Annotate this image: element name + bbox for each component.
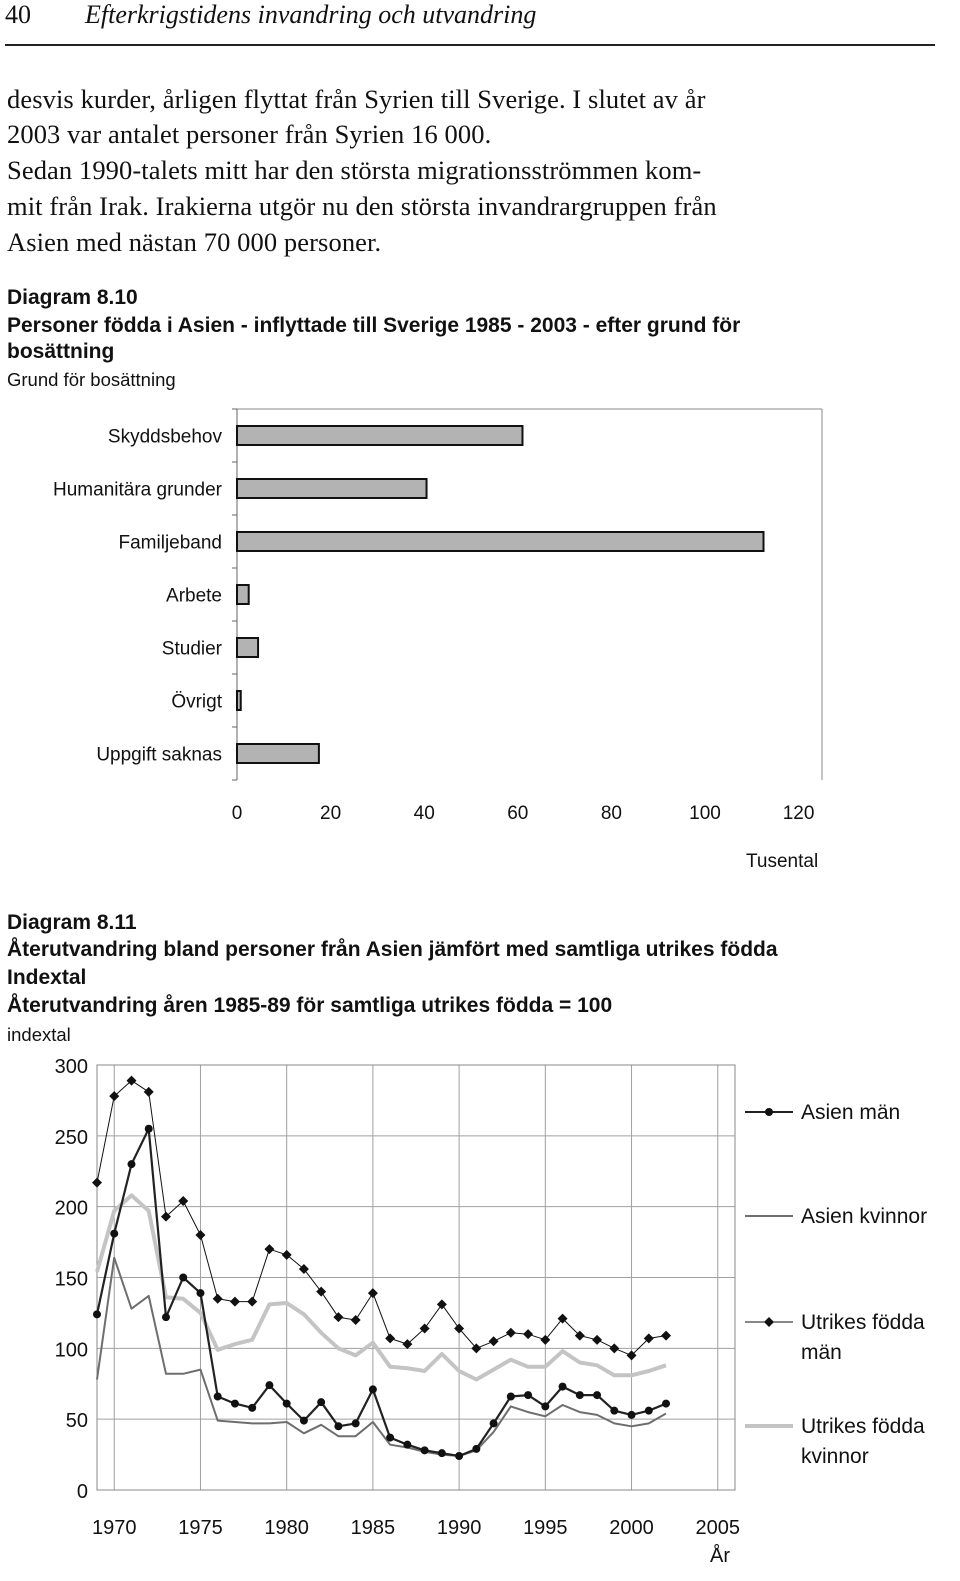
point-asien-man (559, 1383, 567, 1391)
line-x-tick-label: 2000 (609, 1517, 654, 1539)
bar-x-tick-label: 80 (600, 803, 622, 824)
point-asien-man (524, 1391, 532, 1399)
legend-label-utrikes-kvinnor-line2: kvinnor (801, 1445, 869, 1468)
point-asien-man (127, 1160, 135, 1168)
point-utrikes-fodda-man (333, 1312, 343, 1322)
point-utrikes-fodda-man (437, 1299, 447, 1309)
bar-5 (237, 691, 241, 710)
point-asien-man (179, 1274, 187, 1282)
line-x-tick-label: 1990 (436, 1517, 482, 1539)
bar-x-tick-label: 120 (782, 803, 815, 824)
bar-x-tick-label: 20 (320, 803, 342, 824)
bar-x-tick-label: 0 (231, 803, 243, 824)
point-asien-man (334, 1422, 342, 1430)
point-utrikes-fodda-man (523, 1329, 533, 1339)
point-asien-man (145, 1125, 153, 1133)
point-asien-man (110, 1230, 118, 1238)
point-utrikes-fodda-man (195, 1230, 205, 1240)
line-y-tick-label: 300 (54, 1056, 88, 1078)
point-utrikes-fodda-man (661, 1331, 671, 1341)
point-asien-man (265, 1381, 273, 1389)
point-asien-man (662, 1400, 670, 1408)
point-utrikes-fodda-man (144, 1087, 154, 1097)
point-utrikes-fodda-man (506, 1328, 516, 1338)
point-utrikes-fodda-man (230, 1297, 240, 1307)
point-asien-man (490, 1419, 498, 1427)
running-header-title: Efterkrigstidens invandring och utvandring (85, 0, 537, 29)
bar-2 (237, 532, 764, 551)
bar-category-label: Övrigt (171, 691, 222, 713)
bar-0 (237, 426, 522, 445)
point-asien-man (317, 1398, 325, 1406)
legend-label-utrikes-man-line1: Utrikes födda (801, 1311, 925, 1334)
point-utrikes-fodda-man (609, 1343, 619, 1353)
bar-category-label: Humanitära grunder (53, 479, 222, 501)
point-asien-man (472, 1445, 480, 1453)
point-utrikes-fodda-man (282, 1250, 292, 1260)
point-utrikes-fodda-man (264, 1244, 274, 1254)
line-y-tick-label: 200 (54, 1197, 88, 1220)
diagram-8-11-label: Diagram 8.11 (7, 911, 137, 934)
line-y-tick-label: 150 (54, 1268, 88, 1291)
diagram-8-10-title-line1: Personer födda i Asien - inflyttade till Sverige 1985 - 2003 - efter grund för (7, 314, 741, 337)
line-x-tick-label: 2005 (695, 1517, 741, 1539)
diagram-8-11-title-line1: Återutvandring bland personer från Asien jämfört med samtliga utrikes födda (7, 938, 778, 961)
bar-4 (237, 638, 258, 657)
diagram-8-11-xlabel: År (710, 1545, 730, 1567)
diagram-8-10-unit: Tusental (746, 851, 819, 872)
line-y-tick-label: 50 (65, 1410, 88, 1433)
line-y-tick-label: 250 (54, 1126, 88, 1149)
point-utrikes-fodda-man (351, 1315, 361, 1325)
point-asien-man (248, 1404, 256, 1412)
line-x-tick-label: 1995 (523, 1517, 568, 1539)
body-line-4: mit från Irak. Irakierna utgör nu den största invandrargruppen från (7, 191, 717, 221)
point-asien-man (231, 1400, 239, 1408)
point-asien-man (610, 1407, 618, 1415)
bar-category-label: Familjeband (118, 532, 222, 554)
line-y-tick-label: 0 (76, 1481, 88, 1503)
point-asien-man (421, 1446, 429, 1454)
legend-marker-utrikes-man (764, 1317, 774, 1327)
page-number: 40 (5, 0, 31, 29)
line-x-tick-label: 1980 (264, 1517, 309, 1539)
legend-label-asien-kvinnor: Asien kvinnor (801, 1205, 928, 1228)
point-utrikes-fodda-man (92, 1178, 102, 1188)
legend-label-asien-man: Asien män (801, 1101, 901, 1124)
diagram-8-10-title-line2: bosättning (7, 340, 115, 363)
point-asien-man (576, 1391, 584, 1399)
bar-x-tick-label: 40 (413, 803, 435, 824)
point-asien-man (593, 1391, 601, 1399)
point-utrikes-fodda-man (213, 1294, 223, 1304)
point-asien-man (300, 1417, 308, 1425)
body-line-3: Sedan 1990-talets mitt har den största migrationsströmmen kom- (7, 155, 702, 185)
point-utrikes-fodda-man (592, 1335, 602, 1345)
diagram-8-10-axis-caption: Grund för bosättning (7, 369, 176, 390)
diagram-8-11-axis-caption: indextal (7, 1024, 71, 1045)
line-x-tick-label: 1975 (178, 1517, 223, 1539)
point-utrikes-fodda-man (540, 1335, 550, 1345)
point-utrikes-fodda-man (316, 1287, 326, 1297)
line-x-tick-label: 1985 (350, 1517, 396, 1539)
point-asien-man (214, 1393, 222, 1401)
series-line-utrikes-fodda-kvinnor (97, 1195, 666, 1379)
point-utrikes-fodda-man (385, 1333, 395, 1343)
series-line-asien-man (97, 1129, 666, 1456)
legend-label-utrikes-kvinnor-line1: Utrikes födda (801, 1415, 925, 1438)
line-x-tick-label: 1970 (91, 1517, 137, 1539)
point-asien-man (162, 1313, 170, 1321)
bar-1 (237, 479, 427, 498)
point-asien-man (645, 1407, 653, 1415)
point-asien-man (352, 1419, 360, 1427)
line-y-tick-label: 100 (54, 1339, 88, 1362)
point-asien-man (386, 1434, 394, 1442)
diagram-8-10-label: Diagram 8.10 (7, 286, 138, 309)
bar-category-label: Arbete (166, 585, 222, 607)
bar-category-label: Uppgift saknas (96, 744, 222, 766)
bar-x-tick-label: 60 (507, 803, 529, 824)
body-line-5: Asien med nästan 70 000 personer. (7, 227, 382, 257)
point-utrikes-fodda-man (368, 1288, 378, 1298)
body-line-2: 2003 var antalet personer från Syrien 16 000. (7, 119, 492, 149)
diagram-8-11-title-line3: Återutvandring åren 1985-89 för samtliga utrikes födda = 100 (7, 994, 613, 1017)
bar-6 (237, 744, 319, 763)
bar-3 (237, 585, 249, 604)
point-asien-man (628, 1411, 636, 1419)
bar-category-label: Skyddsbehov (107, 426, 222, 448)
point-asien-man (283, 1400, 291, 1408)
body-line-1: desvis kurder, årligen flyttat från Syrien till Sverige. I slutet av år (7, 84, 706, 114)
point-utrikes-fodda-man (489, 1336, 499, 1346)
point-utrikes-fodda-man (247, 1297, 257, 1307)
diagram-8-11-title-line2: Indextal (7, 966, 87, 989)
point-asien-man (93, 1310, 101, 1318)
point-asien-man (403, 1441, 411, 1449)
point-asien-man (541, 1402, 549, 1410)
legend-marker-asien-man (765, 1108, 773, 1116)
series-line-utrikes-fodda-man (97, 1081, 666, 1356)
bar-x-tick-label: 100 (689, 803, 721, 824)
bar-category-label: Studier (161, 638, 222, 660)
point-asien-man (455, 1452, 463, 1460)
point-asien-man (369, 1385, 377, 1393)
point-asien-man (196, 1289, 204, 1297)
point-asien-man (507, 1393, 515, 1401)
point-asien-man (438, 1449, 446, 1457)
legend-label-utrikes-man-line2: män (801, 1341, 842, 1364)
